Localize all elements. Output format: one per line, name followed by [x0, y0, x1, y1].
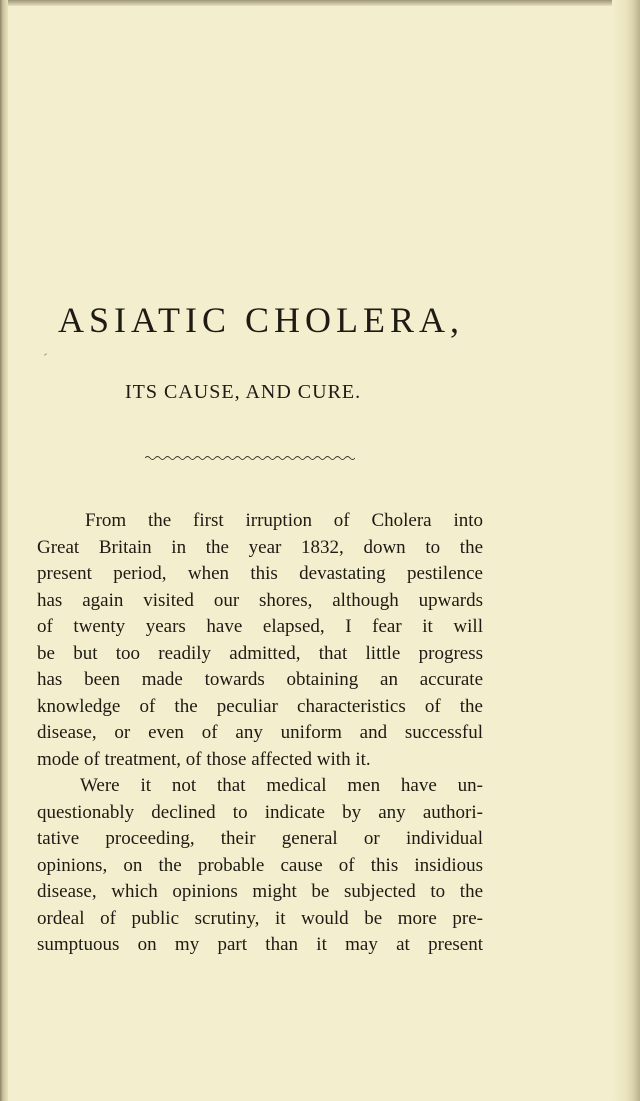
text-line: ordeal of public scrutiny, it would be more pre- [37, 907, 483, 929]
chapter-subtitle: ITS CAUSE, AND CURE. [125, 381, 362, 403]
text-line: tative proceeding, their general or individual [37, 828, 483, 849]
text-line: disease, which opinions might be subjected to the [37, 881, 483, 902]
text-line: Were it not that medical men have un- [80, 775, 483, 796]
chapter-title: ASIATIC CHOLERA, [58, 300, 465, 340]
text-line: be but too readily admitted, that little progress [37, 642, 483, 664]
text-line: questionably declined to indicate by any authori- [37, 801, 483, 823]
text-line: knowledge of the peculiar characteristics of the [37, 695, 483, 717]
text-line: opinions, on the probable cause of this insidious [37, 854, 483, 876]
page-top-edge [0, 0, 640, 6]
text-line: present period, when this devastating pestilence [37, 563, 483, 584]
text-line: has been made towards obtaining an accurate [37, 669, 483, 690]
text-line: sumptuous on my part than it may at present [37, 934, 483, 955]
body-text [37, 508, 483, 959]
text-line: From the first irruption of Cholera into [85, 510, 483, 531]
text-line: mode of treatment, of those affected with it. [37, 748, 371, 770]
paragraph-2 [37, 773, 483, 959]
paragraph-1 [37, 508, 483, 773]
text-line: of twenty years have elapsed, I fear it will [37, 616, 483, 637]
page-right-edge [612, 0, 640, 1101]
text-line: disease, or even of any uniform and successful [37, 722, 483, 743]
text-line: has again visited our shores, although upwards [37, 589, 483, 611]
page-left-edge [0, 0, 8, 1101]
text-line: Great Britain in the year 1832, down to the [37, 536, 483, 558]
ink-speck [44, 353, 47, 356]
wavy-rule-ornament [145, 455, 355, 461]
